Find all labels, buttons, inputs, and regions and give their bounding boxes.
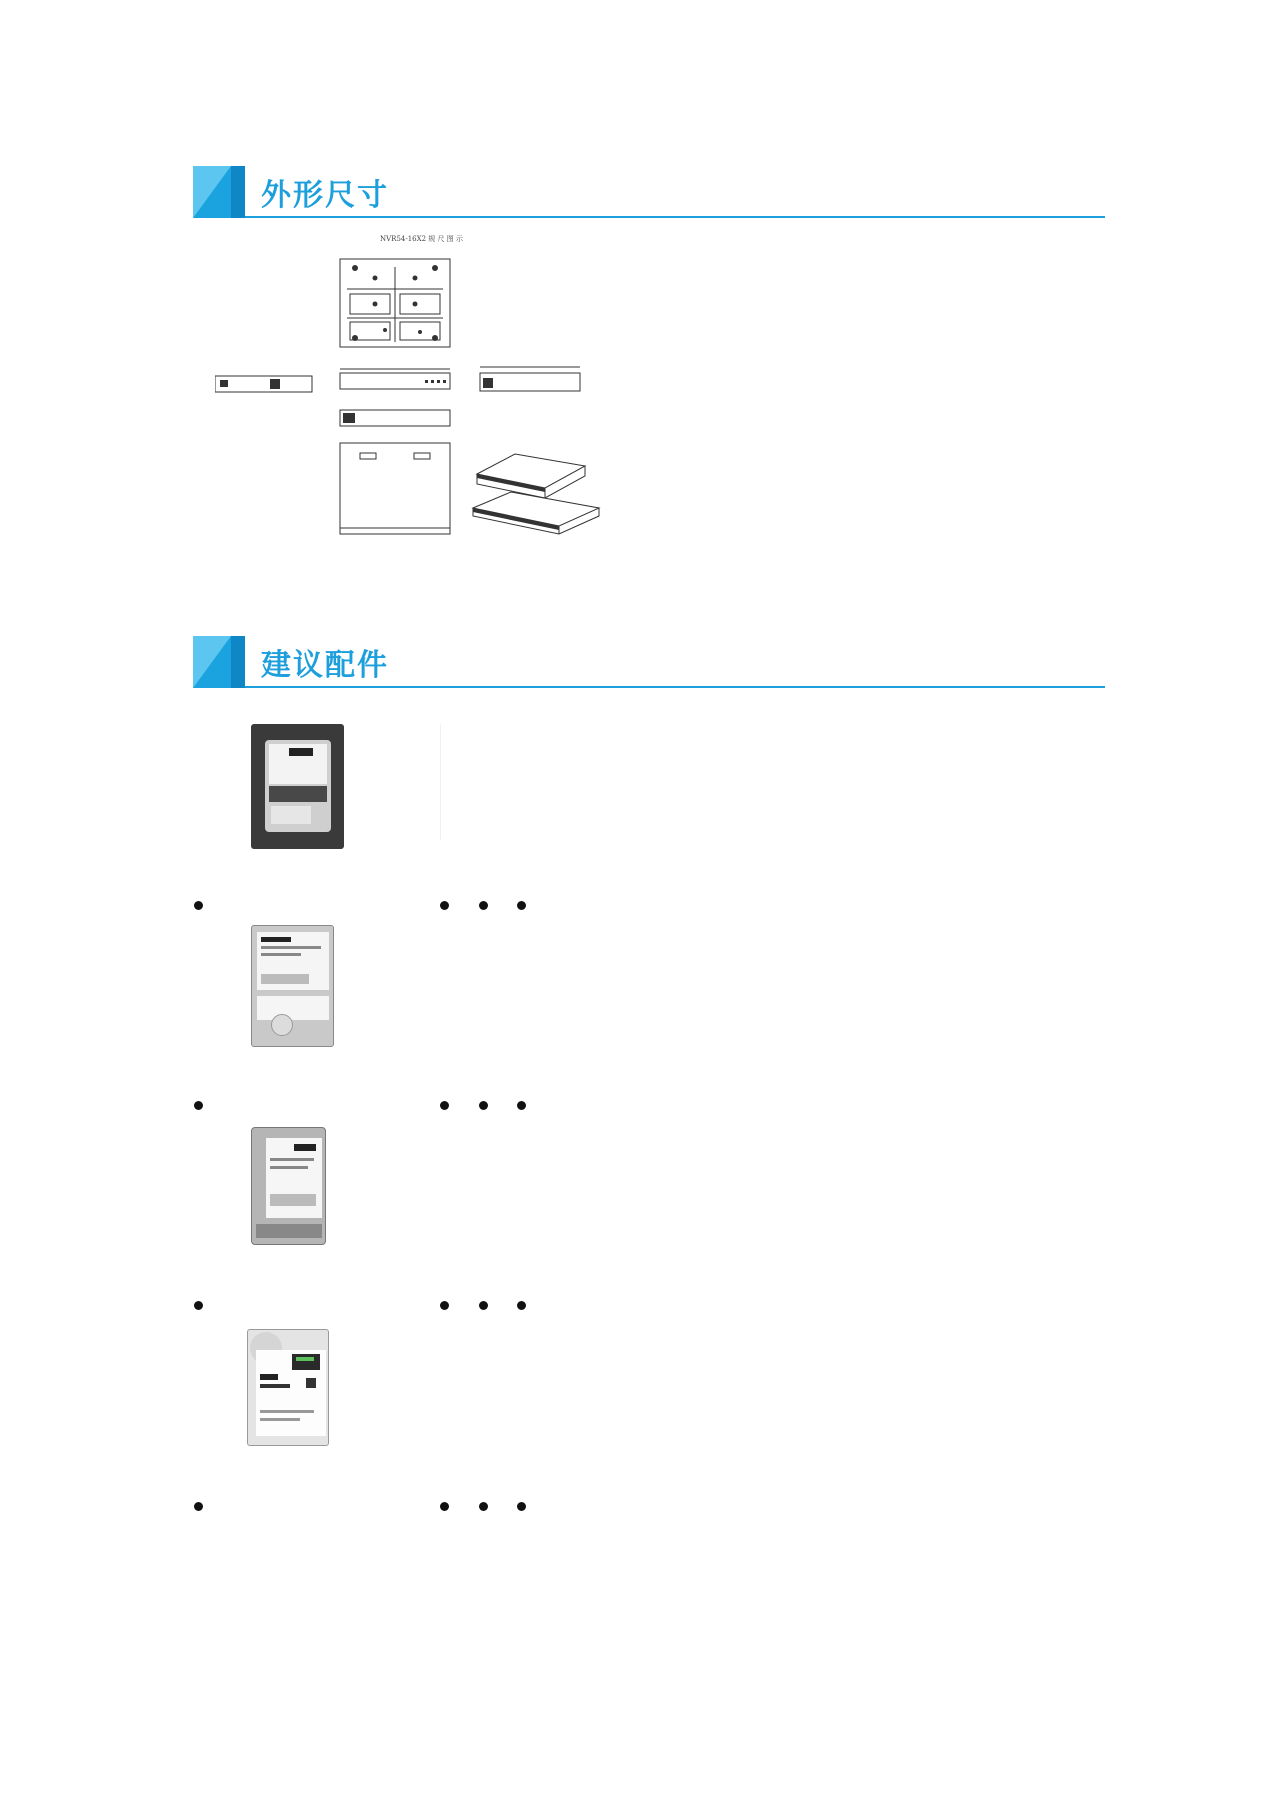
- list-bullet: [194, 1101, 203, 1110]
- list-bullet: [517, 1101, 526, 1110]
- list-bullet: [517, 1301, 526, 1310]
- section-badge-icon: [193, 636, 245, 688]
- list-bullet: [479, 1101, 488, 1110]
- dimension-drawing: [215, 232, 615, 542]
- section-divider: [245, 686, 1105, 688]
- section-title: 外形尺寸: [261, 178, 389, 213]
- hard-drive-toshiba-icon: [251, 925, 334, 1047]
- list-bullet: [479, 901, 488, 910]
- list-bullet: [440, 901, 449, 910]
- list-bullet: [479, 1301, 488, 1310]
- list-bullet: [479, 1502, 488, 1511]
- hard-drive-bagged-icon: [251, 724, 344, 849]
- hard-drive-dahua-icon: [251, 1127, 326, 1245]
- hard-drive-exos-icon: [247, 1329, 329, 1446]
- list-bullet: [440, 1502, 449, 1511]
- list-bullet: [194, 901, 203, 910]
- list-bullet: [440, 1301, 449, 1310]
- section-badge-icon: [193, 166, 245, 218]
- section-header-dimensions: [193, 166, 1105, 222]
- divider-line: [440, 724, 441, 840]
- drawing-caption: NVR54-16X2 规 尺 图 示: [380, 235, 463, 243]
- list-bullet: [440, 1101, 449, 1110]
- list-bullet: [517, 901, 526, 910]
- list-bullet: [194, 1301, 203, 1310]
- section-divider: [245, 216, 1105, 218]
- section-header-accessories: [193, 636, 1105, 692]
- list-bullet: [194, 1502, 203, 1511]
- section-title: 建议配件: [261, 648, 389, 683]
- list-bullet: [517, 1502, 526, 1511]
